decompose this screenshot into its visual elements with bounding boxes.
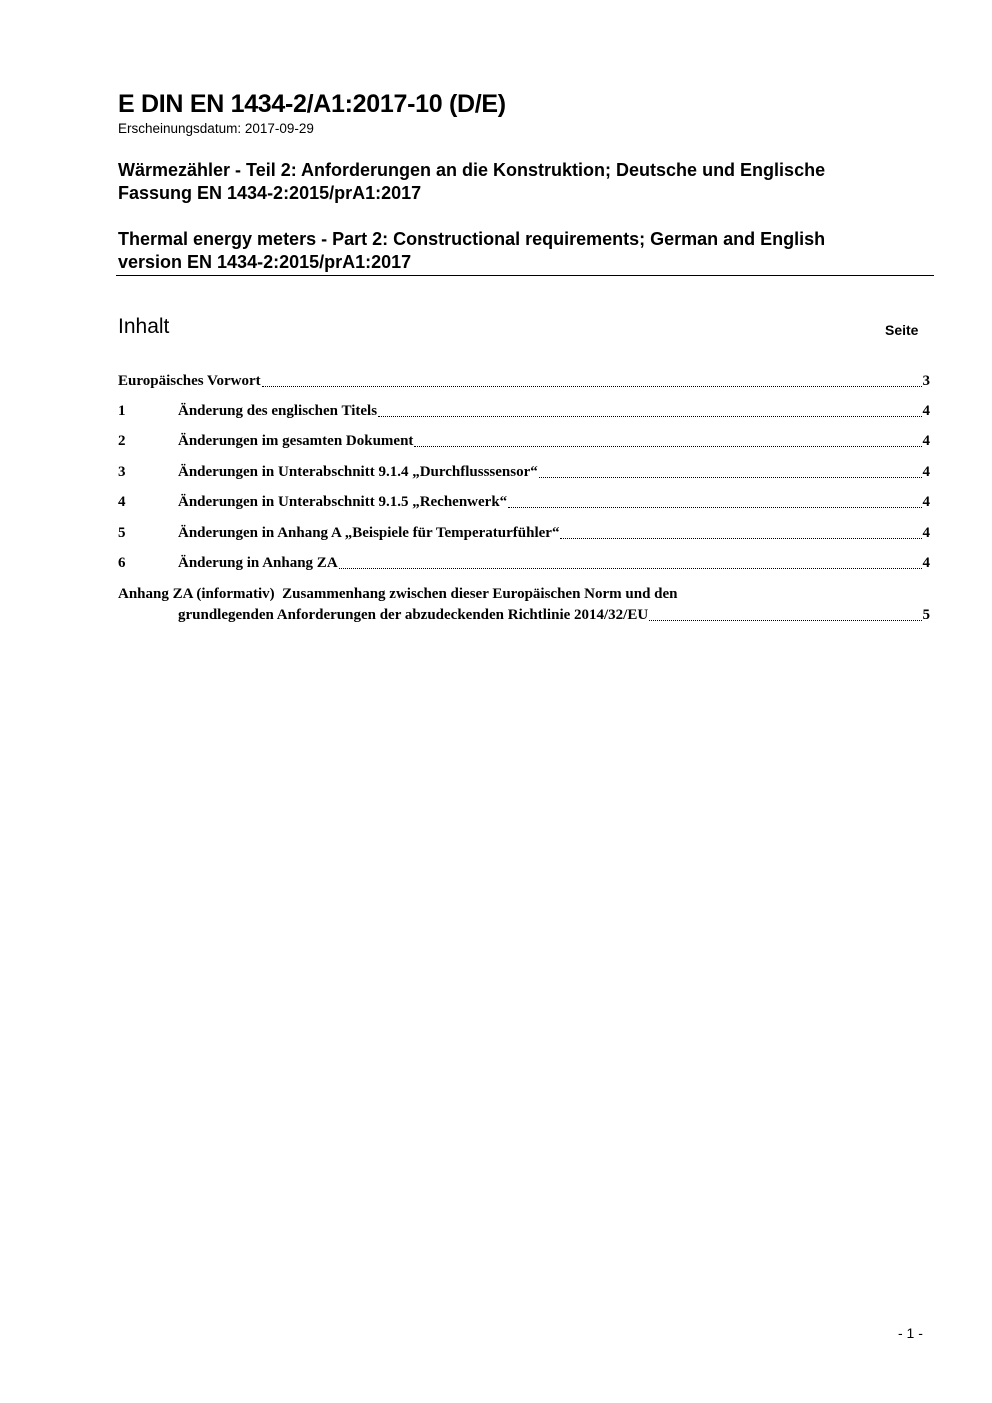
toc-entry-title: Änderungen im gesamten Dokument: [178, 433, 414, 449]
toc-entry-number: 6: [118, 555, 126, 571]
toc-entry-number: 1: [118, 403, 126, 419]
toc-leader-dots: [539, 477, 922, 478]
page-number: - 1 -: [898, 1325, 923, 1341]
document-title: E DIN EN 1434-2/A1:2017-10 (D/E): [118, 90, 506, 118]
toc-entry-page: 4: [922, 403, 930, 419]
toc-entry-title: Änderung in Anhang ZA: [178, 555, 338, 571]
toc-entry-title: Änderungen in Unterabschnitt 9.1.5 „Rechenwerk“: [178, 494, 508, 510]
toc-entry-page: 3: [922, 373, 930, 389]
toc-entry-annex-line2: [118, 605, 930, 626]
toc-leader-dots: [339, 568, 922, 569]
toc-entry-page: 4: [922, 433, 930, 449]
toc-leader-dots: [560, 538, 921, 539]
toc-heading: Inhalt: [118, 315, 170, 338]
toc-entry[interactable]: [118, 431, 930, 452]
toc-entry-annex-line1: Anhang ZA (informativ) Zusammenhang zwischen dieser Europäischen Norm und den: [118, 586, 678, 602]
toc-leader-dots: [262, 386, 922, 387]
header-divider: [116, 275, 934, 276]
title-german-line: Wärmezähler - Teil 2: Anforderungen an die Konstruktion; Deutsche und Englische: [118, 160, 826, 180]
toc-leader-dots: [649, 620, 921, 621]
toc-entry[interactable]: [118, 371, 930, 392]
toc-entry-page: 5: [922, 607, 930, 623]
toc-entry-number: 3: [118, 464, 126, 480]
toc-entry-title: Europäisches Vorwort: [118, 373, 261, 389]
title-english-line: version EN 1434-2:2015/prA1:2017: [118, 252, 412, 272]
title-english: [118, 228, 938, 274]
toc-entry[interactable]: [118, 553, 930, 574]
toc-entry[interactable]: [118, 462, 930, 483]
toc-entry-page: 4: [922, 555, 930, 571]
toc-page-label: Seite: [885, 322, 919, 338]
toc-leader-dots: [508, 507, 921, 508]
toc-entry-number: 2: [118, 433, 126, 449]
toc-entry-page: 4: [922, 464, 930, 480]
toc-entry[interactable]: [118, 523, 930, 544]
toc-entry-annex[interactable]: [118, 584, 930, 626]
toc-leader-dots: [414, 446, 921, 447]
toc-entry-page: 4: [922, 525, 930, 541]
title-german-line: Fassung EN 1434-2:2015/prA1:2017: [118, 183, 422, 203]
toc-entry[interactable]: [118, 492, 930, 513]
toc-entry-number: 5: [118, 525, 126, 541]
title-german: [118, 159, 938, 205]
toc-entry-number: 4: [118, 494, 126, 510]
publication-date: Erscheinungsdatum: 2017-09-29: [118, 121, 314, 136]
toc-entry-page: 4: [922, 494, 930, 510]
toc-entry-title: Änderung des englischen Titels: [178, 403, 378, 419]
toc-entry-title: Änderungen in Unterabschnitt 9.1.4 „Durchflusssensor“: [178, 464, 538, 480]
toc-entry-title: Änderungen in Anhang A „Beispiele für Temperaturfühler“: [178, 525, 560, 541]
toc-entry-annex-title: grundlegenden Anforderungen der abzudeckenden Richtlinie 2014/32/EU: [178, 607, 649, 623]
toc-leader-dots: [378, 416, 921, 417]
title-english-line: Thermal energy meters - Part 2: Constructional requirements; German and English: [118, 229, 826, 249]
toc-entry[interactable]: [118, 401, 930, 422]
